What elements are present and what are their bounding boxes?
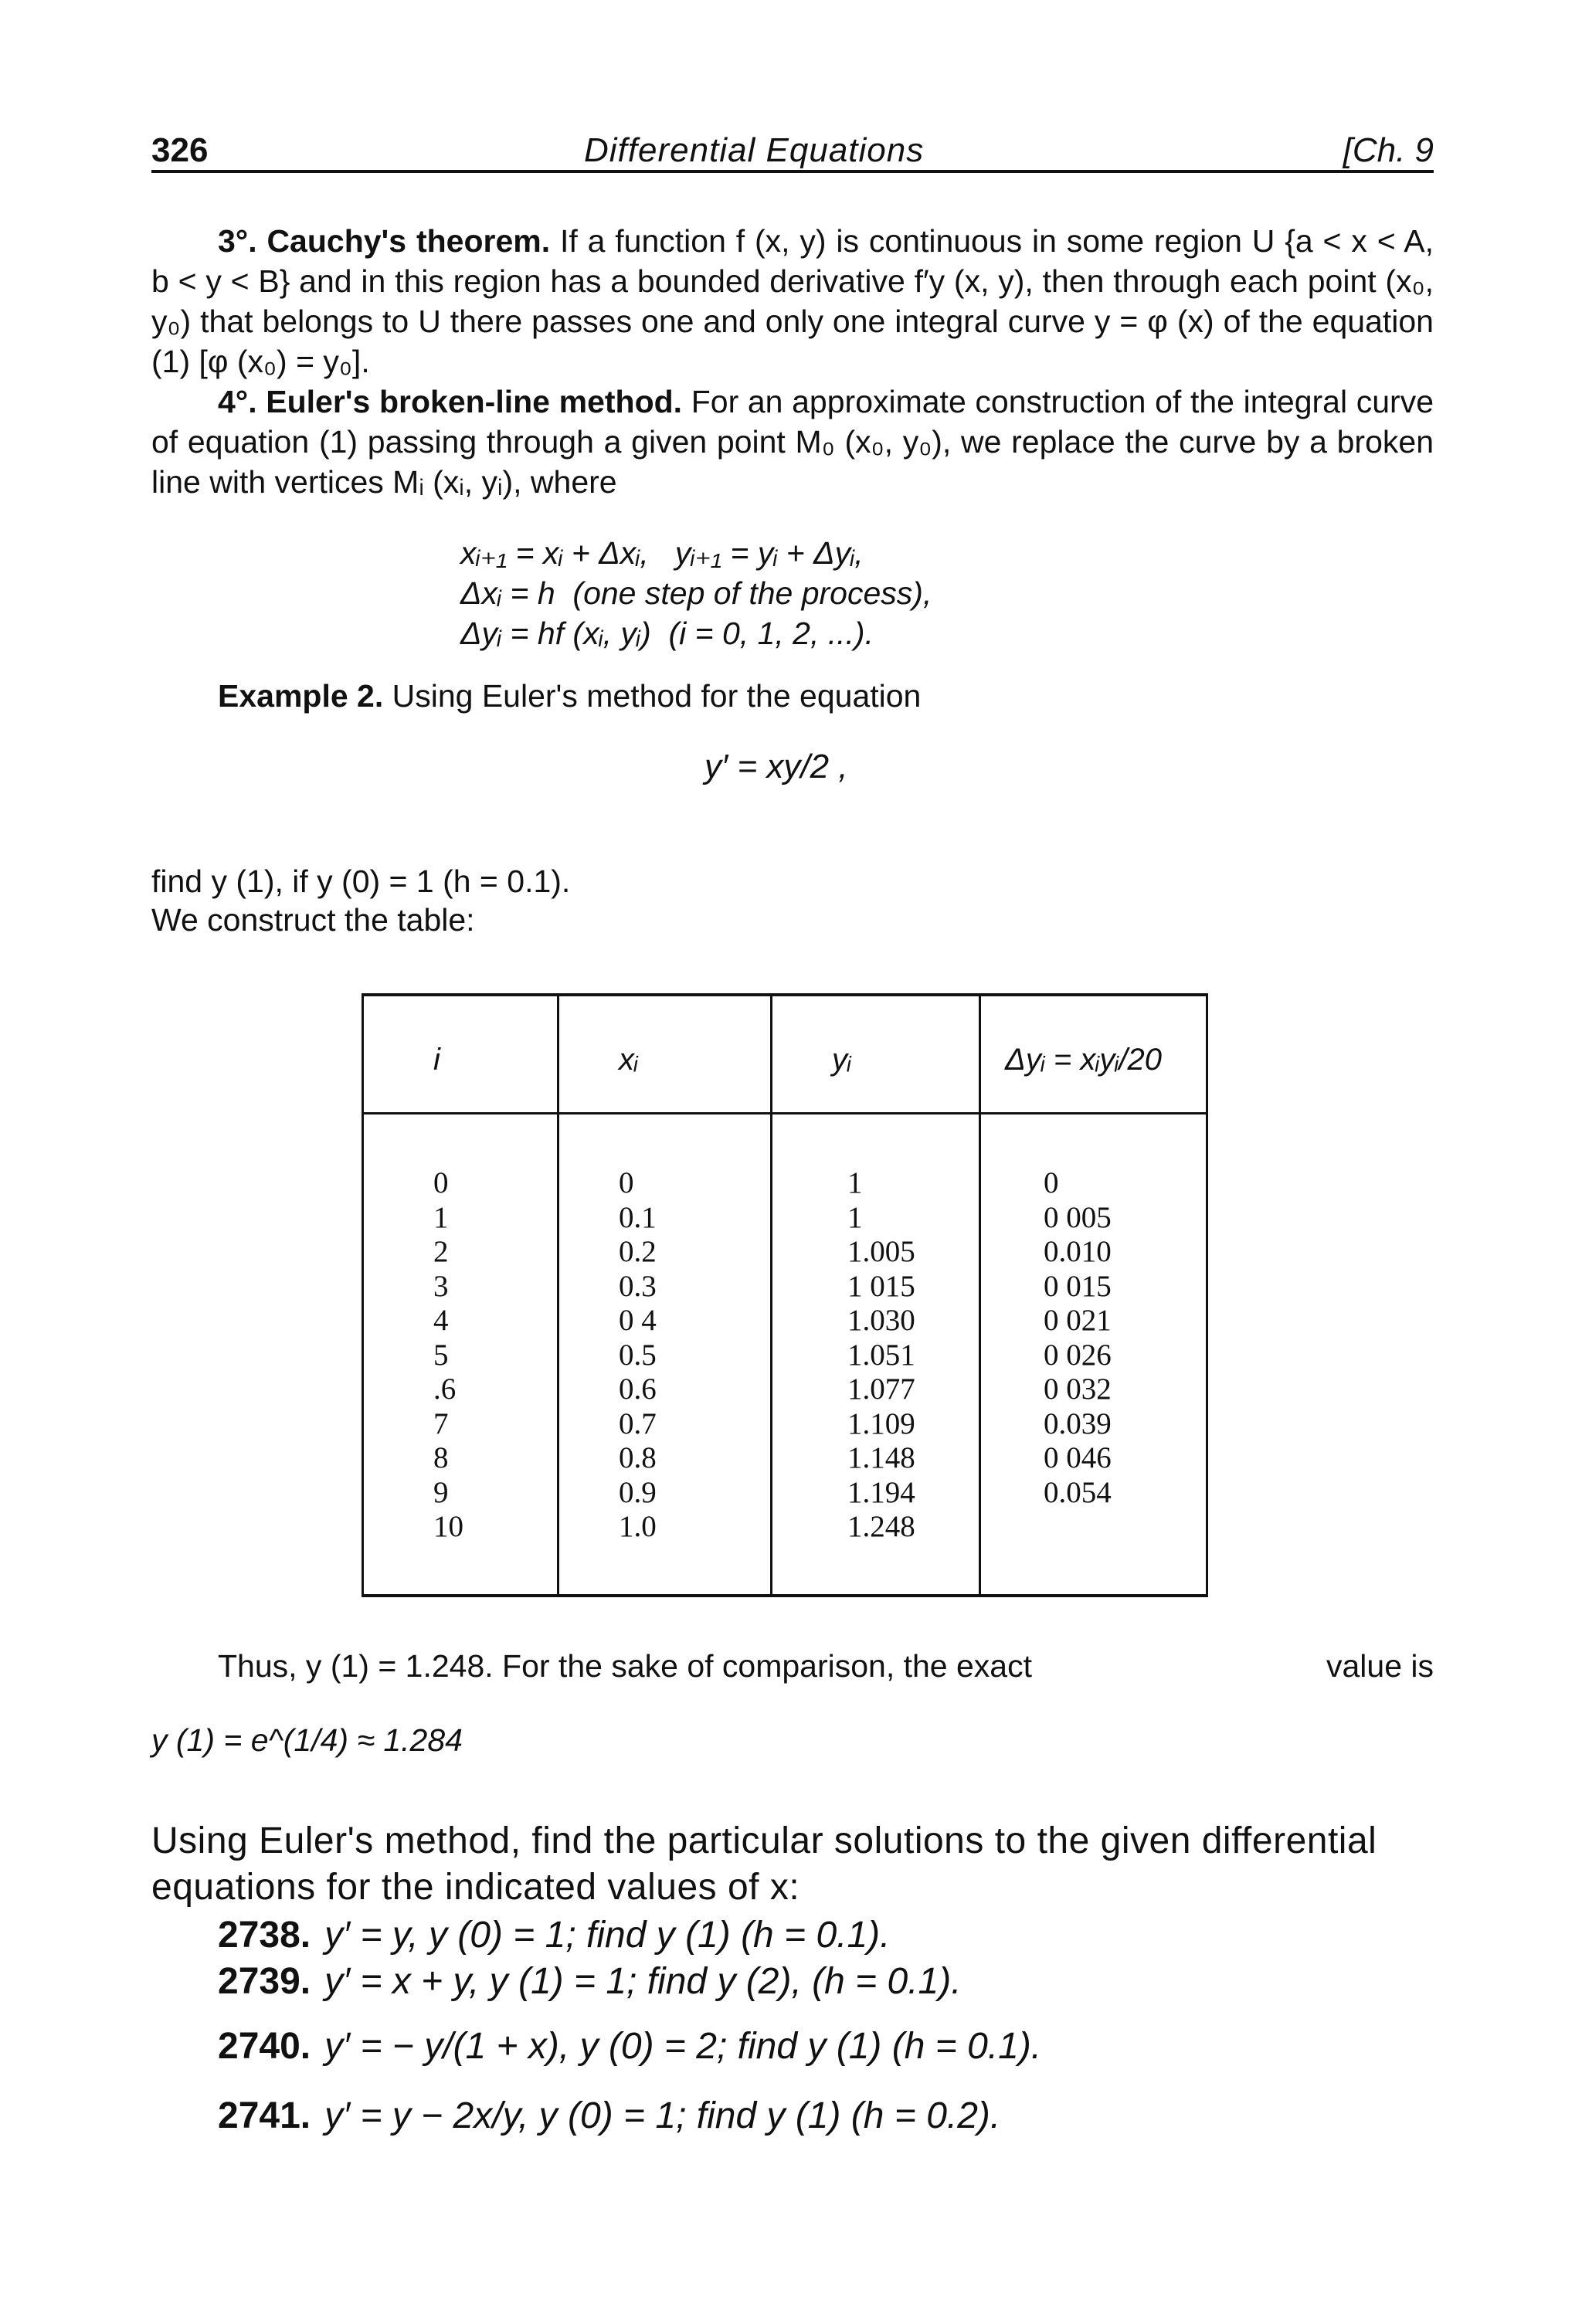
running-head — [151, 124, 1434, 173]
example-text: Using Euler's method for the equation — [383, 678, 922, 714]
conclusion-text-end: value is — [1326, 1648, 1434, 1684]
conclusion-text: Thus, y (1) = 1.248. For the sake of comparison, the exact — [218, 1648, 1032, 1684]
exercise-instructions: Using Euler's method, find the particular solutions to the given differential equations for the indicated values of x: — [151, 1820, 1377, 1908]
exercise-equation: y′ = − y/(1 + x), y (0) = 2; find y (1) (h = 0.1). — [324, 2026, 1042, 2067]
example-find: find y (1), if y (0) = 1 (h = 0.1). — [151, 863, 571, 899]
table-column-divider — [979, 996, 981, 1594]
example-construct: We construct the table: — [151, 902, 475, 938]
table-header-i: i — [433, 1043, 440, 1077]
table-header-x: xᵢ — [619, 1043, 638, 1077]
exercise-item — [218, 1960, 962, 2003]
euler-method-heading: 4°. Euler's broken-line method. — [218, 384, 683, 419]
table-header-dy: Δyᵢ = xᵢyᵢ/20 — [1005, 1043, 1162, 1077]
formula-line-3: Δyᵢ = hf (xᵢ, yᵢ) (i = 0, 1, 2, ...). — [460, 616, 874, 651]
exact-value: y (1) = e^(1/4) ≈ 1.284 — [151, 1722, 463, 1758]
table-column-i: 0 1 2 3 4 5 .6 7 8 9 10 — [433, 1166, 463, 1543]
exercise-equation: y′ = y − 2x/y, y (0) = 1; find y (1) (h = 0.2). — [324, 2095, 1001, 2136]
conclusion-line — [218, 1648, 1434, 1684]
cauchy-theorem-paragraph — [151, 221, 1434, 382]
exercise-number: 2739. — [218, 1961, 311, 2002]
euler-method-paragraph — [151, 382, 1434, 502]
exercise-number: 2740. — [218, 2026, 311, 2067]
table-column-x: 0 0.1 0.2 0.3 0 4 0.5 0.6 0.7 0.8 0.9 1.0 — [619, 1166, 657, 1543]
chapter-label: [Ch. 9 — [1343, 131, 1434, 169]
table-header-rule — [364, 1112, 1206, 1115]
table-header-y: yᵢ — [832, 1043, 851, 1077]
euler-method-text: For an approximate construction of the integral curve of equation (1) passing through a given point M₀ (x₀, y₀), we replace the curve by a broken line with vertices Mᵢ (xᵢ, yᵢ), where — [151, 384, 1434, 500]
example-equation: y′ = xy/2 , — [704, 748, 848, 785]
cauchy-theorem-heading: 3°. Cauchy's theorem. — [218, 223, 551, 259]
page-number: 326 — [151, 131, 209, 169]
table-column-divider — [557, 996, 559, 1594]
exercise-item — [218, 1914, 891, 1956]
exercise-item — [218, 2025, 1041, 2068]
euler-formulas — [460, 533, 932, 653]
exercise-equation: y′ = x + y, y (1) = 1; find y (2), (h = 0.1). — [324, 1961, 962, 2002]
exercise-number: 2738. — [218, 1915, 311, 1956]
cauchy-theorem-text: If a function f (x, y) is continuous in some region U {a < x < A, b < y < B} and in this region has a bounded derivative f′y (x, y), then through each point (x₀, y₀) that belongs to U there passes one and only one integral curve y = φ (x) of the equation (1) [φ (x₀) = y₀]. — [151, 223, 1434, 379]
exercise-number: 2741. — [218, 2095, 311, 2136]
running-title: Differential Equations — [584, 131, 925, 169]
exercise-item — [218, 2095, 1000, 2137]
example-label: Example 2. — [218, 678, 384, 714]
table-column-divider — [770, 996, 772, 1594]
exercise-equation: y′ = y, y (0) = 1; find y (1) (h = 0.1). — [324, 1915, 891, 1956]
table-column-y: 1 1 1.005 1 015 1.030 1.051 1.077 1.109 1.148 1.194 1.248 — [847, 1166, 915, 1543]
formula-line-2: Δxᵢ = h (one step of the process), — [460, 575, 932, 611]
formula-line-1: xᵢ₊₁ = xᵢ + Δxᵢ, yᵢ₊₁ = yᵢ + Δyᵢ, — [460, 535, 864, 571]
table-column-dy: 0 0 005 0.010 0 015 0 021 0 026 0 032 0.039 0 046 0.054 — [1044, 1166, 1112, 1509]
example-heading — [218, 678, 921, 714]
euler-table — [362, 993, 1208, 1597]
